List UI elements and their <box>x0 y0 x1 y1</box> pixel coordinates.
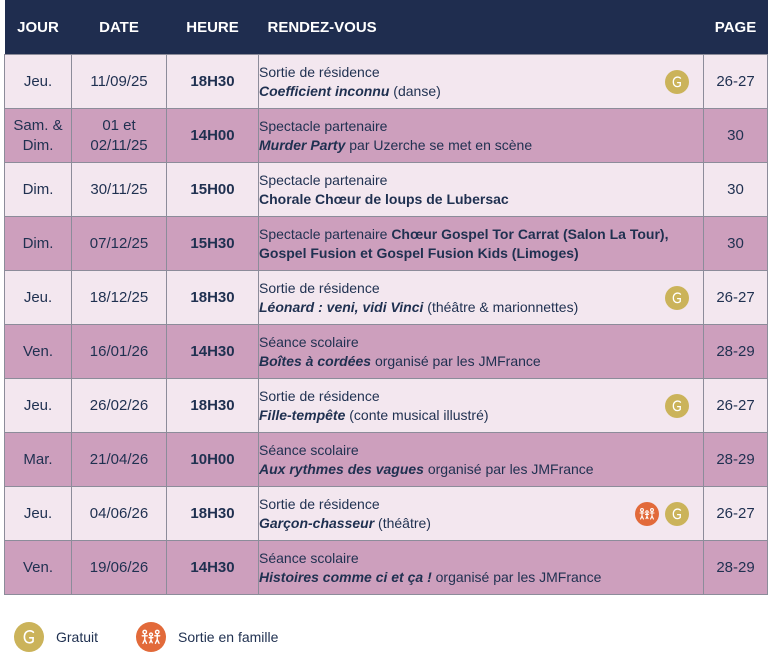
cell-jour: Dim. <box>5 217 72 271</box>
event-title-part: par Uzerche se met en scène <box>345 136 533 153</box>
cell-jour: Sam. & Dim. <box>5 109 72 163</box>
event-title-part: Léonard : veni, vidi Vinci <box>259 298 424 315</box>
event-title-part: Aux rythmes des vagues <box>259 460 424 477</box>
legend-item-famille <box>136 622 278 652</box>
table-row <box>5 55 768 109</box>
cell-heure: 18H30 <box>167 55 259 109</box>
cell-heure: 18H30 <box>167 379 259 433</box>
cell-date: 21/04/26 <box>72 433 167 487</box>
cell-date: 07/12/25 <box>72 217 167 271</box>
cell-rendez-vous <box>259 487 704 541</box>
cell-rendez-vous <box>259 109 704 163</box>
table-row <box>5 163 768 217</box>
cell-heure: 15H00 <box>167 163 259 217</box>
cell-date: 04/06/26 <box>72 487 167 541</box>
table-row <box>5 541 768 595</box>
header-heure: HEURE <box>167 0 259 55</box>
cell-heure: 15H30 <box>167 217 259 271</box>
event-title-part: (conte musical illustré) <box>345 406 489 423</box>
cell-page: 28-29 <box>704 541 768 595</box>
legend-famille-label: Sortie en famille <box>178 629 279 645</box>
cell-heure: 18H30 <box>167 487 259 541</box>
cell-rendez-vous <box>259 541 704 595</box>
legend-item-gratuit <box>14 622 98 652</box>
event-kind: Séance scolaire <box>259 549 359 566</box>
cell-heure: 18H30 <box>167 271 259 325</box>
cell-page: 26-27 <box>704 55 768 109</box>
cell-rendez-vous <box>259 55 704 109</box>
event-title-part: Histoires comme ci et ça ! <box>259 568 432 585</box>
event-kind: Spectacle partenaire <box>259 117 388 134</box>
event-title <box>259 353 541 369</box>
table-row <box>5 433 768 487</box>
event-title <box>259 191 509 207</box>
header-page: PAGE <box>704 0 768 55</box>
event-title <box>259 83 441 99</box>
cell-jour: Jeu. <box>5 55 72 109</box>
gratuit-icon <box>665 286 689 310</box>
cell-date: 19/06/26 <box>72 541 167 595</box>
event-icons <box>635 502 689 526</box>
cell-date: 30/11/25 <box>72 163 167 217</box>
event-title-part: (théâtre & marionnettes) <box>423 298 579 315</box>
legend-gratuit-label: Gratuit <box>56 629 99 645</box>
event-kind: Séance scolaire <box>259 333 359 350</box>
table-row <box>5 487 768 541</box>
table-row <box>5 217 768 271</box>
event-title-part: Boîtes à cordées <box>259 352 372 369</box>
gratuit-icon <box>665 502 689 526</box>
cell-page: 26-27 <box>704 379 768 433</box>
cell-date: 11/09/25 <box>72 55 167 109</box>
table-body <box>5 55 768 595</box>
table-row <box>5 271 768 325</box>
event-title-part: (danse) <box>389 82 441 99</box>
agenda-table <box>4 0 768 595</box>
cell-rendez-vous <box>259 163 704 217</box>
cell-page: 26-27 <box>704 271 768 325</box>
event-icons <box>665 286 689 310</box>
legend <box>14 622 316 652</box>
cell-heure: 14H30 <box>167 325 259 379</box>
table-row <box>5 109 768 163</box>
cell-rendez-vous <box>259 271 704 325</box>
cell-page: 28-29 <box>704 325 768 379</box>
gratuit-icon <box>14 622 44 652</box>
cell-jour: Jeu. <box>5 487 72 541</box>
cell-heure: 14H00 <box>167 109 259 163</box>
event-title-part: organisé par les JMFrance <box>423 460 594 477</box>
cell-jour: Dim. <box>5 163 72 217</box>
cell-date: 01 et 02/11/25 <box>72 109 167 163</box>
event-kind: Spectacle partenaire <box>259 225 392 242</box>
gratuit-icon <box>665 70 689 94</box>
cell-heure: 14H30 <box>167 541 259 595</box>
table-row <box>5 325 768 379</box>
event-title-part: organisé par les JMFrance <box>431 568 602 585</box>
cell-page: 30 <box>704 217 768 271</box>
event-icons <box>665 70 689 94</box>
event-kind: Sortie de résidence <box>259 387 380 404</box>
famille-icon <box>635 502 659 526</box>
cell-rendez-vous <box>259 433 704 487</box>
cell-date: 16/01/26 <box>72 325 167 379</box>
event-title <box>259 407 489 423</box>
famille-icon <box>136 622 166 652</box>
cell-jour: Mar. <box>5 433 72 487</box>
gratuit-icon <box>665 394 689 418</box>
event-kind: Sortie de résidence <box>259 63 380 80</box>
cell-page: 28-29 <box>704 433 768 487</box>
cell-rendez-vous <box>259 379 704 433</box>
event-kind: Spectacle partenaire <box>259 171 388 188</box>
event-icons <box>665 394 689 418</box>
event-title-part: Fille-tempête <box>259 406 346 423</box>
cell-rendez-vous <box>259 325 704 379</box>
event-title-part: (théâtre) <box>374 514 431 531</box>
event-title <box>259 569 601 585</box>
event-title <box>259 461 594 477</box>
cell-jour: Ven. <box>5 541 72 595</box>
event-title-part: Murder Party <box>259 136 346 153</box>
event-title-part: Chorale Chœur de loups de Lubersac <box>259 190 509 207</box>
cell-date: 26/02/26 <box>72 379 167 433</box>
cell-jour: Jeu. <box>5 271 72 325</box>
table-header-row <box>5 0 768 55</box>
table-row <box>5 379 768 433</box>
cell-heure: 10H00 <box>167 433 259 487</box>
event-title-part: Chœur Gospel Tor Carrat (Salon La Tour), Gospel Fusion et Gospel Fusion Kids (Limoges) <box>259 225 669 261</box>
cell-rendez-vous <box>259 217 704 271</box>
cell-page: 30 <box>704 163 768 217</box>
cell-jour: Ven. <box>5 325 72 379</box>
event-title-part: Coefficient inconnu <box>259 82 390 99</box>
cell-page: 30 <box>704 109 768 163</box>
event-title <box>259 299 578 315</box>
cell-date: 18/12/25 <box>72 271 167 325</box>
event-title-part: Garçon-chasseur <box>259 514 375 531</box>
cell-page: 26-27 <box>704 487 768 541</box>
event-title <box>259 515 431 531</box>
cell-jour: Jeu. <box>5 379 72 433</box>
event-title <box>259 137 532 153</box>
event-kind: Sortie de résidence <box>259 279 380 296</box>
event-title-part: organisé par les JMFrance <box>371 352 541 369</box>
event-kind: Séance scolaire <box>259 441 359 458</box>
event-kind: Sortie de résidence <box>259 495 380 512</box>
header-jour: JOUR <box>5 0 72 55</box>
header-date: DATE <box>72 0 167 55</box>
header-rendez-vous: RENDEZ-VOUS <box>259 0 704 55</box>
